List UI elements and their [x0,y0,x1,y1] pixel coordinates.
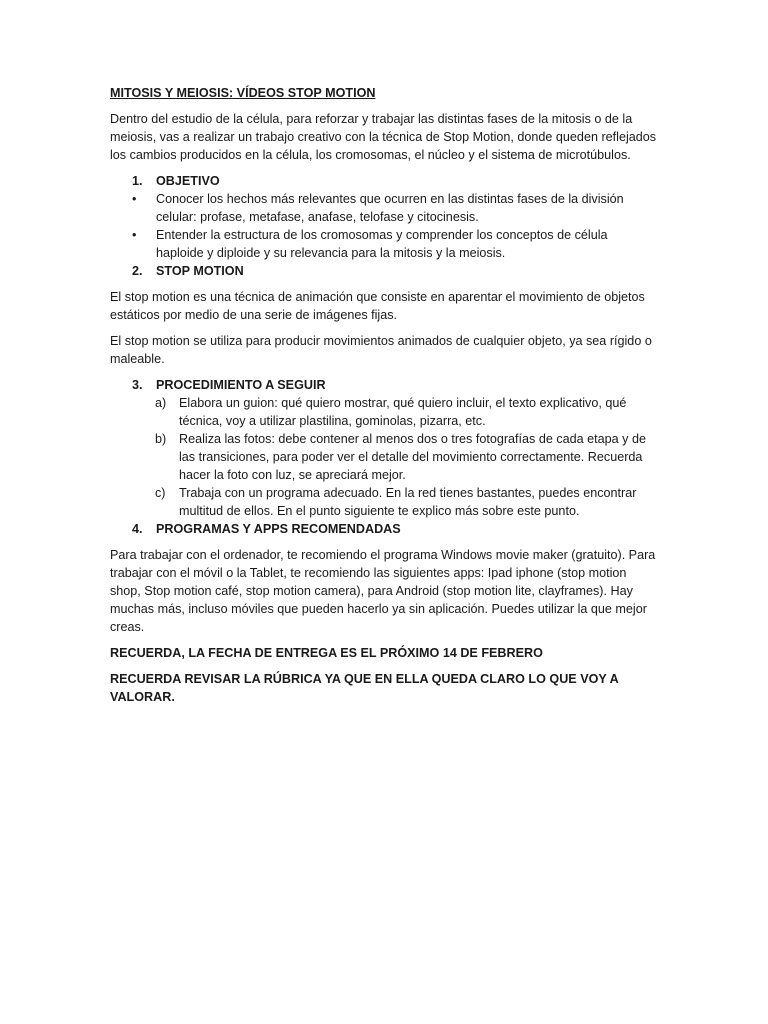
section-programas-heading [110,520,658,538]
section-objetivo-heading [110,172,658,190]
section-heading-text: PROGRAMAS Y APPS RECOMENDADAS [156,522,401,536]
procedure-item [110,394,658,430]
procedure-letter: a) [155,396,167,410]
section-heading-text: STOP MOTION [156,264,244,278]
rubric-reminder: RECUERDA REVISAR LA RÚBRICA YA QUE EN ELLA QUEDA CLARO LO QUE VOY A VALORAR. [110,672,619,704]
section-number: 2. [132,264,143,278]
programs-paragraph: Para trabajar con el ordenador, te recomiendo el programa Windows movie maker (gratuito). Para trabajar con el móvil o la Tablet, te recomiendo las siguientes apps: Ipad iphone (stop motion shop, Stop motion café, stop motion camera), para Android (stop motion lite, clayframes). Hay muchas más, incluso móviles que pueden hacerlo ya sin aplicación. Puedes utilizar la que mejor creas. [110,548,656,634]
procedure-letter: b) [155,432,167,446]
procedure-item [110,430,658,484]
procedure-letter: c) [155,486,166,500]
procedure-text: Trabaja con un programa adecuado. En la red tienes bastantes, puedes encontrar multitud de ellos. En el punto siguiente te explico más sobre este punto. [179,486,637,518]
bullet-item [110,226,658,262]
deadline-reminder: RECUERDA, LA FECHA DE ENTREGA ES EL PRÓXIMO 14 DE FEBRERO [110,646,543,660]
section-number: 1. [132,174,143,188]
bullet-text: Entender la estructura de los cromosomas y comprender los conceptos de célula haploide y diploide y su relevancia para la mitosis y la meiosis. [156,228,608,260]
document-title: MITOSIS Y MEIOSIS: VÍDEOS STOP MOTION [110,86,376,100]
procedure-text: Realiza las fotos: debe contener al menos dos o tres fotografías de cada etapa y de las transiciones, para poder ver el detalle del movimiento correctamente. Recuerda hacer la foto con luz, se apreciará mejor. [179,432,646,482]
section-stop-motion-heading [110,262,658,280]
bullet-dot-icon: • [132,192,137,206]
stop-motion-usage: El stop motion se utiliza para producir movimientos animados de cualquier objeto, ya sea rígido o maleable. [110,334,652,366]
section-procedimiento-heading [110,376,658,394]
section-number: 3. [132,378,143,392]
stop-motion-definition: El stop motion es una técnica de animación que consiste en aparentar el movimiento de objetos estáticos por medio de una serie de imágenes fijas. [110,290,645,322]
intro-paragraph: Dentro del estudio de la célula, para reforzar y trabajar las distintas fases de la mitosis o de la meiosis, vas a realizar un trabajo creativo con la técnica de Stop Motion, donde queden reflejados los cambios producidos en la célula, los cromosomas, el núcleo y el sistema de microtúbulos. [110,112,657,162]
procedure-text: Elabora un guion: qué quiero mostrar, qué quiero incluir, el texto explicativo, qué técnica, voy a utilizar plastilina, gominolas, pizarra, etc. [179,396,627,428]
section-heading-text: PROCEDIMIENTO A SEGUIR [156,378,326,392]
section-heading-text: OBJETIVO [156,174,220,188]
document-content [110,84,658,714]
bullet-item [110,190,658,226]
procedure-item [110,484,658,520]
bullet-text: Conocer los hechos más relevantes que ocurren en las distintas fases de la división celular: profase, metafase, anafase, telofase y citocinesis. [156,192,624,224]
section-number: 4. [132,522,143,536]
bullet-dot-icon: • [132,228,137,242]
